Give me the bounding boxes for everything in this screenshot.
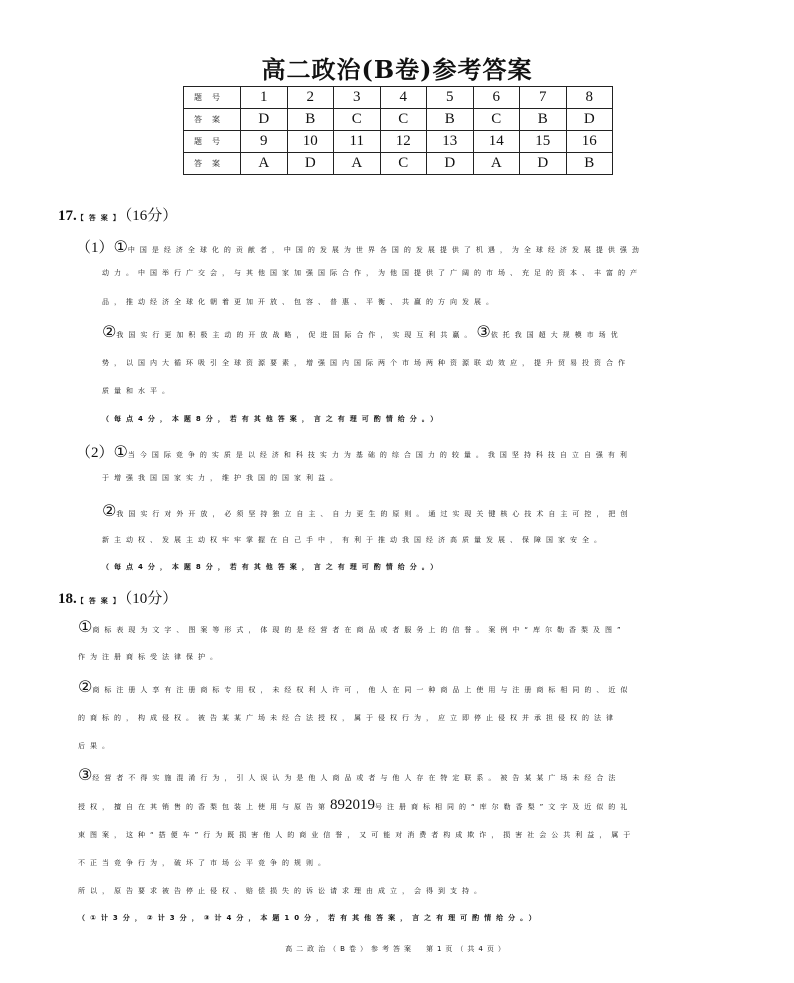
table-cell: 14 (473, 131, 520, 153)
answer-table (183, 86, 613, 175)
table-cell: 2 (287, 87, 334, 109)
table-cell: 7 (520, 87, 567, 109)
text: 中国是经济全球化的贡献者，中国的发展为世界各国的发展提供了机遇，为全球经济发展提供强劲 (127, 246, 644, 254)
circle-1: ① (113, 442, 128, 461)
table-cell: B (520, 109, 567, 131)
page-footer: 高二政治（B卷）参考答案 第1页（共4页） (285, 945, 509, 953)
text: 我国实行更加积极主动的开放战略，促进国际合作，实现互利共赢。 (116, 331, 477, 339)
circle-2: ② (78, 677, 93, 696)
trademark-number: 892019 (330, 797, 375, 813)
q18-scoring-note: （①计3分，②计3分，③计4分，本题10分，若有其他答案，言之有理可酌情给分。） (78, 914, 541, 922)
table-cell: B (427, 109, 474, 131)
table-row (184, 87, 613, 109)
q17-part2-scoring-note: （每点4分，本题8分，若有其他答案，言之有理可酌情给分。） (102, 563, 443, 571)
table-row (184, 109, 613, 131)
q17-part1-line6: 质量和水平。 (102, 387, 174, 395)
q18-line2: 作为注册商标受法律保护。 (78, 653, 222, 661)
q17-part2-marker: （2） (76, 445, 114, 461)
q17-part1-marker: （1） (76, 240, 114, 256)
text: 依托我国超大规模市场优 (490, 331, 623, 339)
row-label: 题号 (184, 131, 241, 153)
circle-2: ② (102, 322, 117, 341)
table-cell: C (380, 109, 427, 131)
q17-part1-scoring-note: （每点4分，本题8分，若有其他答案，言之有理可酌情给分。） (102, 415, 443, 423)
table-cell: 12 (380, 131, 427, 153)
circle-3: ③ (476, 322, 491, 341)
table-cell: 5 (427, 87, 474, 109)
table-cell: 1 (241, 87, 288, 109)
q18-line1 (78, 617, 626, 636)
q17-number: 17. (58, 208, 77, 224)
table-cell: C (473, 109, 520, 131)
q18-line9: 不正当竞争行为，破坏了市场公平竞争的规则。 (78, 859, 330, 867)
table-cell: A (241, 153, 288, 175)
row-label: 答案 (184, 109, 241, 131)
table-cell: D (287, 153, 334, 175)
circle-2: ② (102, 501, 117, 520)
text: 商标注册人享有注册商标专用权，未经权利人许可，他人在同一种商品上使用与注册商标相同的、近似 (92, 686, 633, 694)
row-label: 题号 (184, 87, 241, 109)
table-cell: A (473, 153, 520, 175)
table-cell: 13 (427, 131, 474, 153)
table-cell: 11 (334, 131, 381, 153)
q17-score: （16分） (124, 208, 178, 224)
q18-line7 (78, 797, 632, 814)
page-title: 高二政治(B卷)参考答案 (261, 55, 533, 84)
q17-part1-line3: 品，推动经济全球化朝着更加开放、包容、普惠、平衡、共赢的方向发展。 (102, 298, 498, 306)
circle-1: ① (113, 237, 128, 256)
q17-part1-line2: 动力。中国举行广交会，与其他国家加强国际合作，为他国提供了广阔的市场、充足的资本、丰富的产 (102, 269, 642, 277)
table-cell: 6 (473, 87, 520, 109)
text: 商标表现为文字、图案等形式，体现的是经营者在商品或者服务上的信誉。案例中“库尔勒香梨及图” (92, 626, 626, 634)
q18-answer-tag: 【答案】 (76, 597, 125, 605)
table-cell: D (566, 109, 613, 131)
q18-line3 (78, 677, 632, 696)
q17-part1-line1 (76, 236, 644, 257)
q18-number: 18. (58, 591, 77, 607)
q17-part2-line4: 新主动权、发展主动权牢牢掌握在自己手中，有利于推动我国经济高质量发展、保障国家安全。 (102, 536, 606, 544)
q18-score: （10分） (124, 591, 178, 607)
text: 当今国际竞争的实质是以经济和科技实力为基础的综合国力的较量。我国坚持科技自立自强有利 (127, 451, 632, 459)
table-cell: C (380, 153, 427, 175)
table-row (184, 153, 613, 175)
q17-part2-line3 (102, 501, 632, 520)
table-cell: 10 (287, 131, 334, 153)
table-cell: D (241, 109, 288, 131)
q17-part2-line1 (76, 441, 632, 462)
table-cell: 4 (380, 87, 427, 109)
table-cell: B (287, 109, 334, 131)
table-row (184, 131, 613, 153)
table-cell: 3 (334, 87, 381, 109)
row-label: 答案 (184, 153, 241, 175)
circle-3: ③ (78, 765, 93, 784)
q18-line8: 束图案，这种“搭便车”行为既损害他人的商业信誉，又可能对消费者构成欺诈，损害社会公共利益，属于 (78, 831, 636, 839)
table-cell: D (427, 153, 474, 175)
table-cell: D (520, 153, 567, 175)
table-cell: 16 (566, 131, 613, 153)
table-cell: A (334, 153, 381, 175)
q18-line4: 的商标的，构成侵权。被告某某广场未经合法授权，属于侵权行为，应立即停止侵权并承担侵权的法律 (78, 714, 618, 722)
table-cell: 15 (520, 131, 567, 153)
table-cell: 8 (566, 87, 613, 109)
text: 号注册商标相同的“库尔勒香梨”文字及近似的礼 (375, 803, 633, 811)
q17-part2-line2: 于增强我国国家实力，维护我国的国家利益。 (102, 474, 342, 482)
q18-line10: 所以，原告要求被告停止侵权、赔偿损失的诉讼请求理由成立，会得到支持。 (78, 887, 486, 895)
text: 我国实行对外开放，必须坚持独立自主、自力更生的原则。通过实现关键核心技术自主可控，把创 (116, 510, 633, 518)
text: 授权，擅自在其销售的香梨包装上使用与原告第 (78, 803, 330, 811)
table-cell: B (566, 153, 613, 175)
circle-1: ① (78, 617, 93, 636)
q17-part1-line5: 势，以国内大循环吸引全球资源要素，增强国内国际两个市场两种资源联动效应，提升贸易投资合作 (102, 359, 630, 367)
q18-header (58, 587, 177, 608)
table-cell: 9 (241, 131, 288, 153)
q17-header (58, 204, 177, 225)
table-cell: C (334, 109, 381, 131)
q18-line5: 后果。 (78, 742, 114, 750)
q17-part1-line4 (102, 322, 623, 341)
text: 经营者不得实施混淆行为，引人误认为是他人商品或者与他人存在特定联系。被告某某广场未经合法 (92, 774, 621, 782)
q18-line6 (78, 765, 620, 784)
q17-answer-tag: 【答案】 (76, 214, 125, 222)
